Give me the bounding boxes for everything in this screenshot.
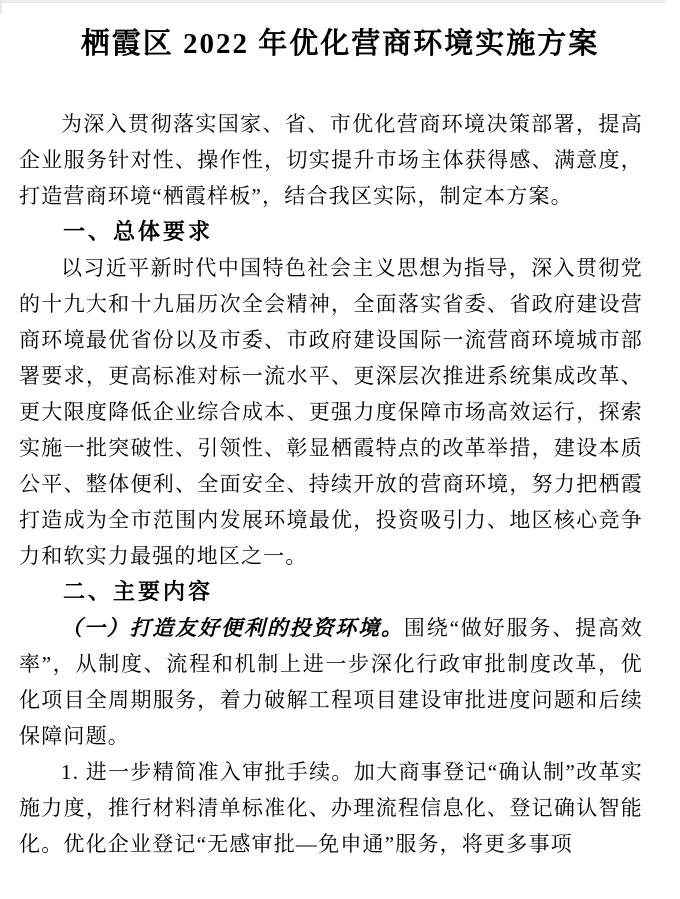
body-paragraph: 为深入贯彻落实国家、省、市优化营商环境决策部署，提高企业服务针对性、操作性，切实提升市场主体获得感、满意度，打造营商环境“栖霞样板”，结合我区实际，制定本方案。: [19, 112, 643, 208]
body-paragraph: 以习近平新时代中国特色社会主义思想为指导，深入贯彻党的十九大和十九届历次全会精神，全面落实省委、省政府建设营商环境最优省份以及市委、市政府建设国际一流营商环境城市部署要求，更高标准对标一流水平、更深层次推进系统集成改革、更大限度降低企业综合成本、更强力度保障市场高效运行，探索实施一批突破性、引领性、彰显栖霞特点的改革举措，建设本质公平、整体便利、全面安全、持续开放的营商环境，努力把栖霞打造成为全市范围内发展环境最优，投资吸引力、地区核心竞争力和软实力最强的地区之一。: [19, 256, 643, 568]
body-paragraph: （一）打造友好便利的投资环境。围绕“做好服务、提高效率”，从制度、流程和机制上进一步深化行政审批制度改革，优化项目全周期服务，着力破解工程项目建设审批进度问题和后续保障问题。: [19, 616, 643, 748]
document-body: [0, 106, 680, 862]
body-paragraph: 1. 进一步精简准入审批手续。加大商事登记“确认制”改革实施力度，推行材料清单标准化、办理流程信息化、登记确认智能化。优化企业登记“无感审批—免申通”服务，将更多事项: [19, 760, 643, 856]
document-title: 栖霞区 2022 年优化营商环境实施方案: [80, 28, 600, 60]
paragraph-lead: （一）打造友好便利的投资环境。: [61, 616, 404, 640]
scan-edge-left: [0, 0, 2, 14]
scan-edge-top: [2, 0, 665, 3]
section-heading: 一、总体要求: [63, 219, 214, 244]
paragraph-lead: 1. 进一步精简准入审批手续。: [61, 760, 354, 784]
section-heading: 二、主要内容: [63, 579, 214, 604]
